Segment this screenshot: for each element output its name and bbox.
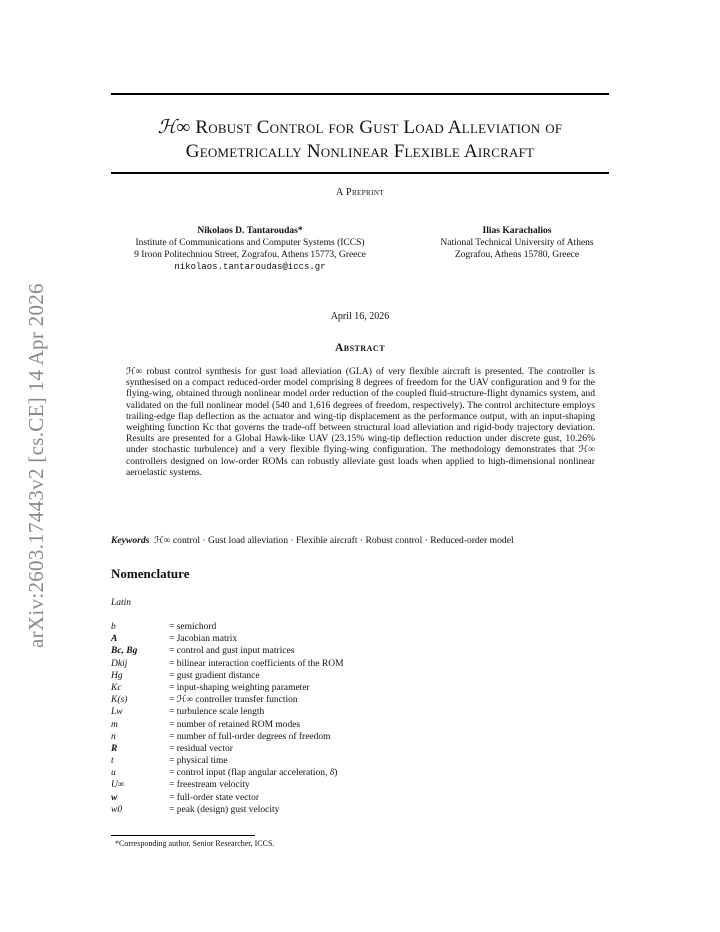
nomenclature-symbol: u (111, 768, 116, 779)
nomenclature-symbol: n (111, 731, 116, 742)
nomenclature-definition: = input-shaping weighting parameter (169, 682, 310, 693)
nomenclature-symbol: Hg (111, 670, 123, 681)
nomenclature-definition: = freestream velocity (169, 780, 250, 791)
title-bottom-rule (111, 172, 609, 174)
nomenclature-symbol: w (111, 792, 118, 803)
author-affiliation: National Technical University of Athens (440, 238, 594, 248)
nomenclature-row (111, 694, 531, 706)
nomenclature-definition: = gust gradient distance (169, 670, 260, 681)
nomenclature-row (111, 755, 531, 767)
nomenclature-row (111, 682, 531, 694)
abstract-heading: Abstract (334, 342, 386, 354)
title-hinf-symbol: ℋ∞ (157, 117, 191, 138)
nomenclature-row (111, 792, 531, 804)
nomenclature-definition: = number of retained ROM modes (169, 719, 301, 730)
nomenclature-row (111, 658, 531, 670)
nomenclature-row (111, 743, 531, 755)
footnote-rule (111, 835, 255, 836)
nomenclature-definition: = semichord (169, 622, 217, 632)
nomenclature-symbol: R (111, 743, 118, 754)
author-block-2 (414, 225, 620, 261)
nomenclature-definition: = ℋ∞ controller transfer function (169, 695, 298, 706)
nomenclature-row (111, 767, 531, 779)
author-name: Ilias Karachalios (482, 226, 552, 236)
nomenclature-symbol: m (111, 719, 118, 730)
nomenclature-row (111, 645, 531, 657)
author-name: Nikolaos D. Tantaroudas* (197, 226, 303, 236)
author-address: Zografou, Athens 15780, Greece (454, 250, 580, 260)
abstract-text: ℋ∞ robust control synthesis for gust load alleviation (GLA) of very flexible aircraft is presented. The controller is synthesised on a compact reduced-order model comprising 8 degrees of freedom for the UAV configuration and 9 for the flying-wing, obtained through nonlinear model order reduction of the coupled fluid-structure-flight dynamics system, and validated on the full nonlinear model (540 and 1,616 degrees of freedom, respectively). The control architecture employs trailing-edge flap deflection as the actuator and wing-tip displacement as the performance output, with an input-shaping weighting function Kc that governs the trade-off between structural load alleviation and rigid-body trajectory deviation. Results are presented for a Global Hawk-like UAV (23.15% wing-tip deflection reduction under discrete gust, 10.26% under stochastic turbulence) and a very flexible flying-wing configuration. The methodology demonstrates that ℋ∞ controllers designed on low-order ROMs can robustly alleviate gust loads when applied to high-dimensional nonlinear aeroelastic systems. (126, 366, 595, 478)
arxiv-identifier: arXiv:2603.17443v2 [cs.CE] 14 Apr 2026 (24, 283, 48, 648)
nomenclature-definition: = turbulence scale length (169, 707, 265, 718)
nomenclature-symbol: w0 (111, 804, 123, 815)
nomenclature-symbol: Lw (111, 707, 123, 718)
nomenclature-row (111, 706, 531, 718)
nomenclature-row (111, 779, 531, 791)
nomenclature-row (111, 670, 531, 682)
title-line-1: Robust Control for Gust Load Alleviation of (195, 117, 563, 138)
arxiv-sidebar (0, 268, 60, 648)
nomenclature-row (111, 621, 531, 633)
nomenclature-definition: = residual vector (169, 743, 233, 754)
author-email[interactable]: nikolaos.tantaroudas@iccs.gr (174, 262, 326, 272)
nomenclature-symbol: b (111, 622, 116, 632)
nomenclature-symbol: K(s) (111, 695, 128, 706)
publication-date: April 16, 2026 (330, 311, 390, 322)
nomenclature-definition: = bilinear interaction coefficients of the ROM (169, 658, 344, 669)
keywords-line (111, 535, 631, 546)
nomenclature-definition: = control and gust input matrices (169, 646, 295, 657)
nomenclature-row (111, 731, 531, 743)
author-address: 9 Iroon Politechniou Street, Zografou, Athens 15773, Greece (134, 250, 366, 260)
nomenclature-symbol: Kc (111, 682, 122, 693)
footnote-text: *Corresponding author. Senior Researcher, ICCS. (115, 839, 275, 848)
nomenclature-definition: = control input (flap angular acceleration, δ̈) (169, 768, 338, 779)
nomenclature-list (111, 621, 531, 816)
nomenclature-symbol: Dkij (111, 658, 128, 669)
nomenclature-definition: = peak (design) gust velocity (169, 804, 280, 815)
nomenclature-definition: = full-order state vector (169, 792, 260, 803)
nomenclature-heading: Nomenclature (111, 566, 190, 581)
author-affiliation: Institute of Communications and Computer Systems (ICCS) (135, 238, 365, 248)
nomenclature-row (111, 633, 531, 645)
keywords-label: Keywords (111, 535, 150, 546)
nomenclature-definition: = physical time (169, 756, 228, 767)
title-line-2: Geometrically Nonlinear Flexible Aircraft (185, 141, 535, 162)
title-top-rule (111, 93, 609, 95)
nomenclature-symbol: Bc, Bg (111, 646, 138, 657)
keywords-list: ℋ∞ control · Gust load alleviation · Flexible aircraft · Robust control · Reduced-order model (154, 535, 514, 546)
nomenclature-subheading: Latin (111, 598, 132, 608)
nomenclature-symbol: A (111, 634, 118, 645)
nomenclature-definition: = Jacobian matrix (169, 634, 238, 645)
preprint-label: A Preprint (336, 187, 384, 198)
nomenclature-row (111, 719, 531, 731)
paper-title (111, 116, 609, 164)
nomenclature-row (111, 804, 531, 816)
nomenclature-symbol: U∞ (111, 780, 125, 791)
nomenclature-symbol: t (111, 756, 114, 767)
author-block-1 (104, 225, 396, 273)
nomenclature-definition: = number of full-order degrees of freedom (169, 731, 331, 742)
